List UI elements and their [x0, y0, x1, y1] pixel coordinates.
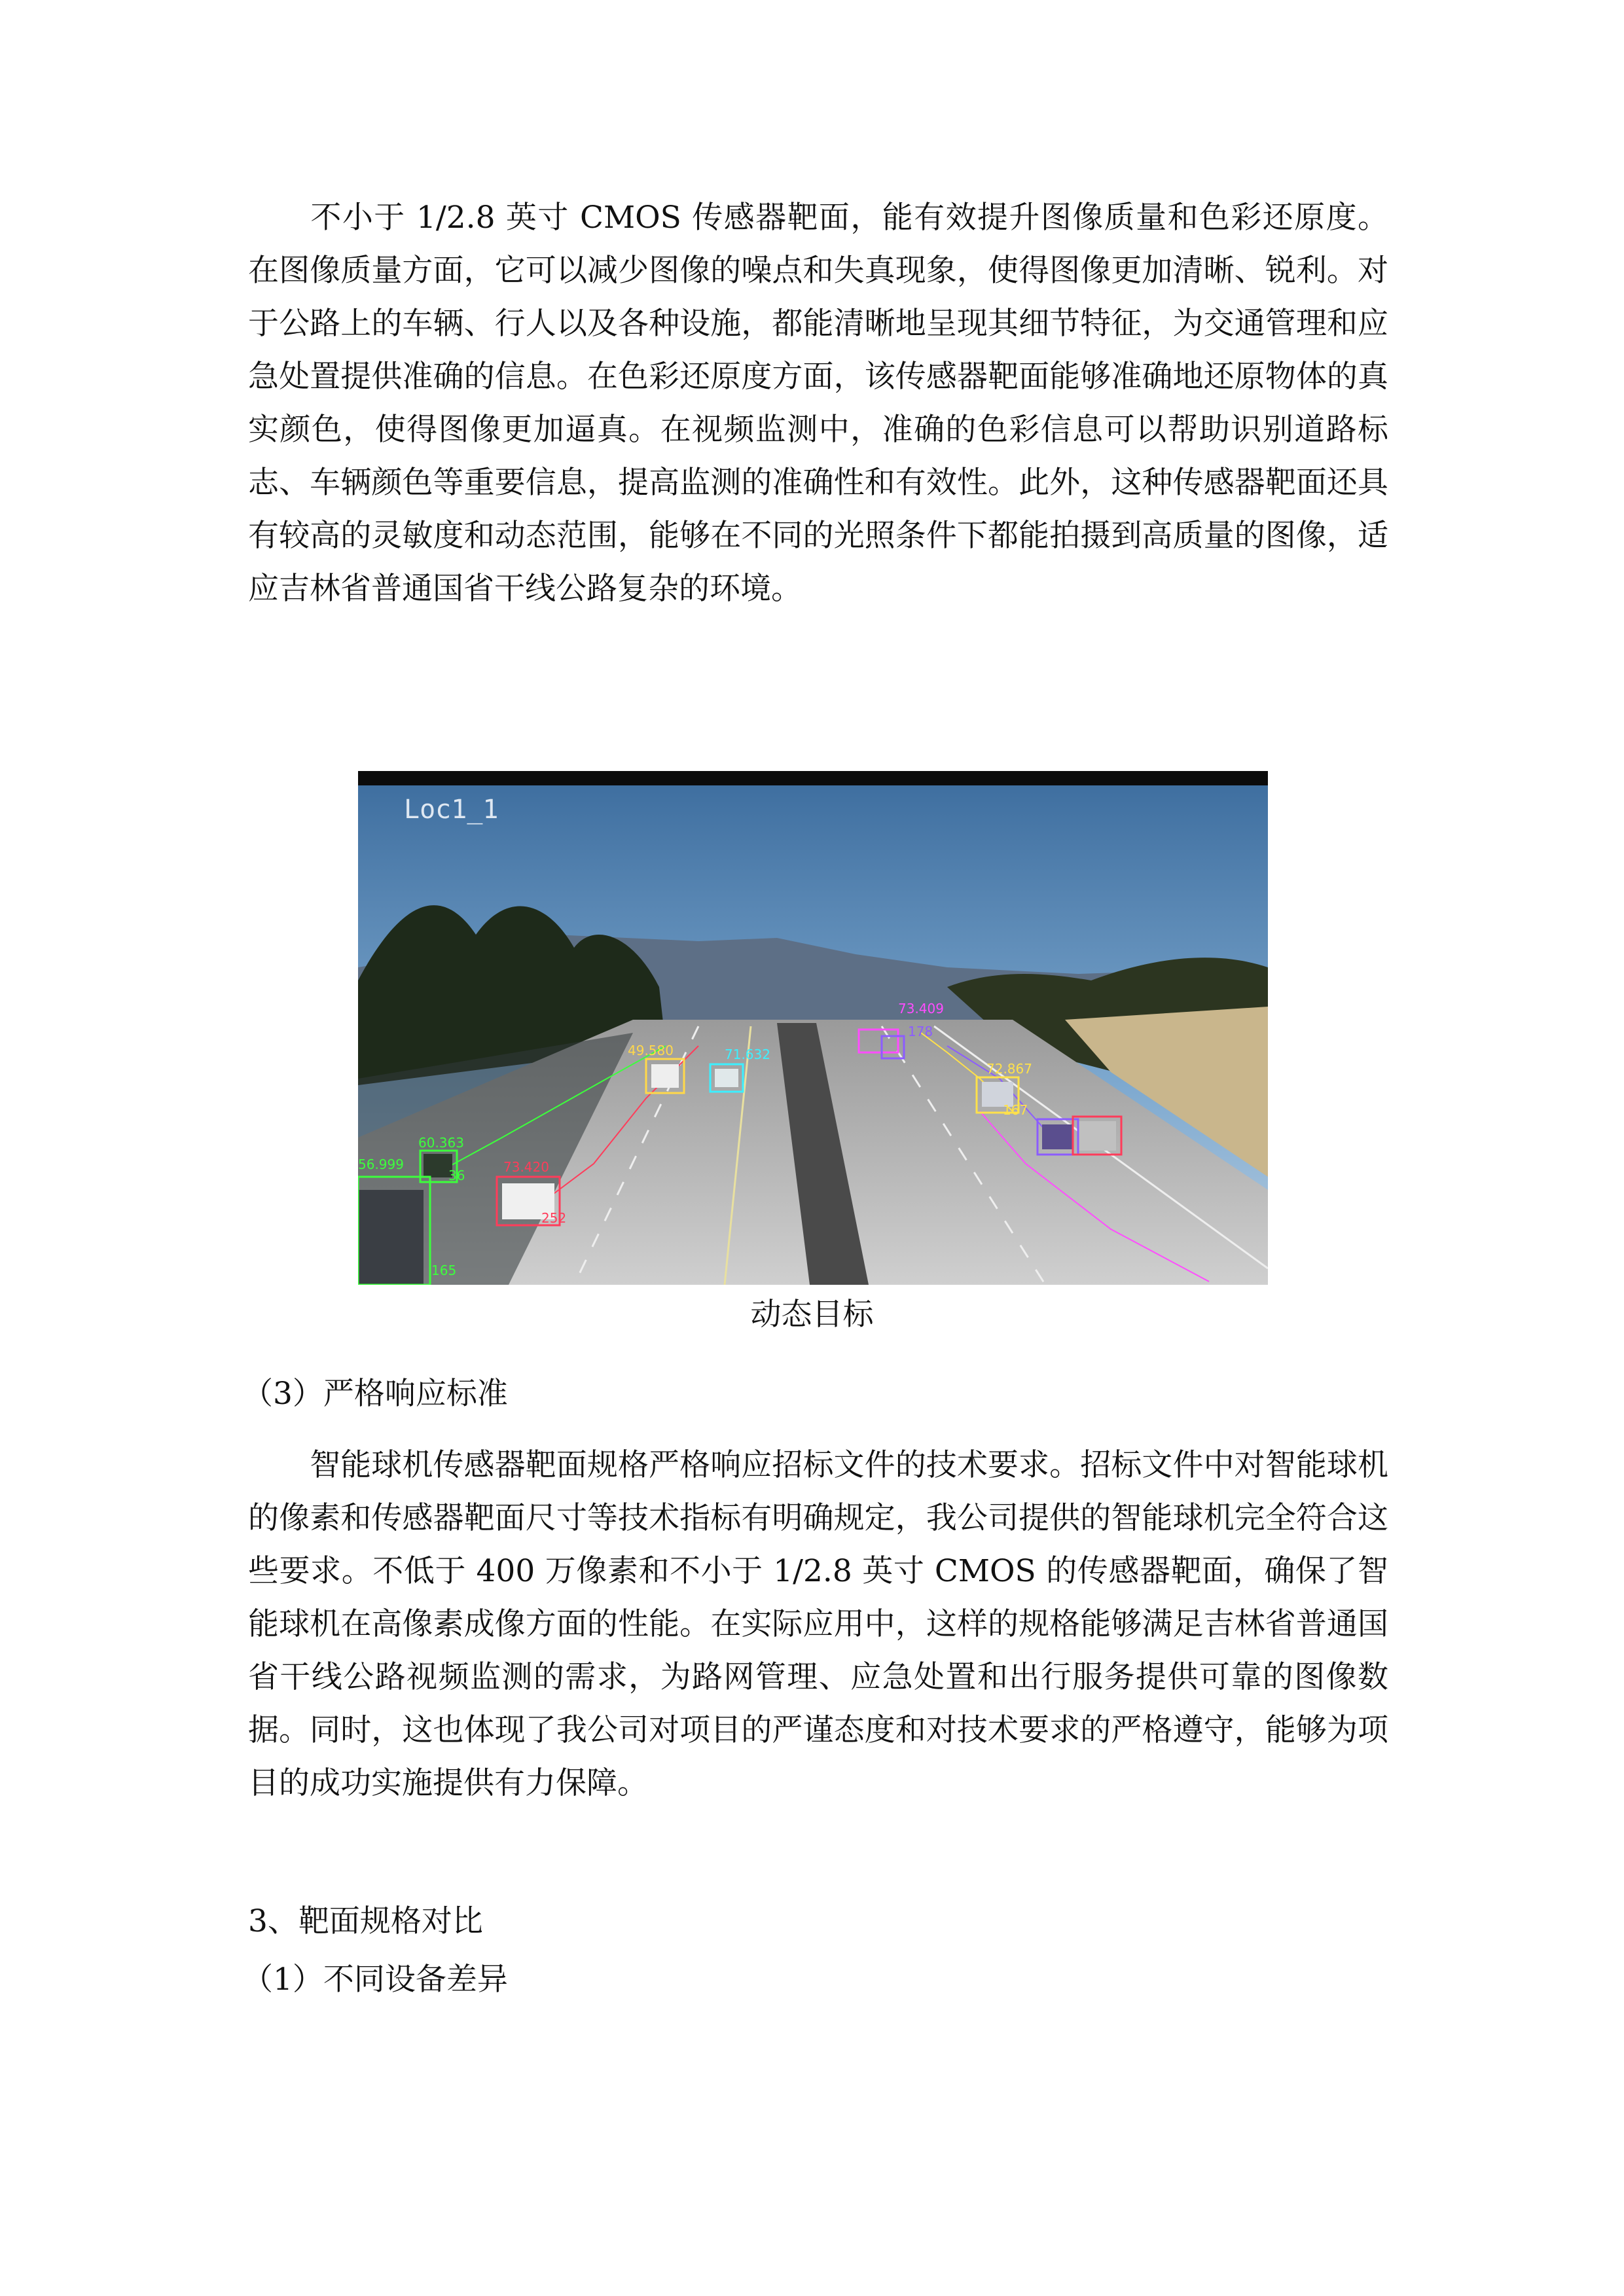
section-heading-strict-response: （3）严格响应标准 — [242, 1376, 508, 1412]
dynamic-target-figure — [358, 771, 1268, 1285]
detection-label: 56.999 — [358, 1157, 404, 1172]
detection-label: 36 — [448, 1168, 465, 1183]
detection-label: 73.409 — [898, 1001, 944, 1016]
detection-label: 49.580 — [628, 1043, 674, 1058]
car — [651, 1064, 679, 1088]
detection-label: 165 — [431, 1263, 457, 1278]
traffic-detection-image — [358, 771, 1268, 1285]
detection-label: 60.363 — [418, 1135, 464, 1151]
figure-caption: 动态目标 — [750, 1297, 874, 1333]
top-letterbox — [358, 771, 1268, 785]
standard-paragraph — [248, 1439, 1388, 1810]
detection-label: 252 — [541, 1210, 567, 1226]
detection-label: 71.632 — [725, 1047, 770, 1062]
car — [715, 1069, 738, 1087]
camera-location-label: Loc1_1 — [404, 795, 499, 825]
intro-paragraph — [248, 191, 1388, 615]
detection-label: 73.420 — [503, 1159, 549, 1175]
standard-paragraph-text: 智能球机传感器靶面规格严格响应招标文件的技术要求。招标文件中对智能球机的像素和传感器靶面尺寸等技术指标有明确规定，我公司提供的智能球机完全符合这些要求。不低于 400 万像素和不小于 1/2.8 英寸 CMOS 的传感器靶面，确保了智能球机在高像素成像方面的性能。在实际应用中，这样的规格能够满足吉林省普通国省干线公路视频监测的需求，为路网管理、应急处置和出行服务提供可靠的图像数据。同时，这也体现了我公司对项目的严谨态度和对技术要求的严格遵守，能够为项目的成功实施提供有力保障。 — [248, 1447, 1388, 1801]
detection-label: 178 — [908, 1024, 933, 1039]
section-heading-device-difference: （1）不同设备差异 — [242, 1962, 508, 1998]
car — [1078, 1121, 1116, 1151]
detection-label: 72.867 — [986, 1061, 1032, 1077]
car — [1042, 1124, 1074, 1149]
truck — [358, 1190, 424, 1285]
detection-label: 167 — [1003, 1102, 1028, 1118]
section-heading-target-comparison: 3、靶面规格对比 — [248, 1903, 483, 1939]
intro-paragraph-text: 不小于 1/2.8 英寸 CMOS 传感器靶面，能有效提升图像质量和色彩还原度。在图像质量方面，它可以减少图像的噪点和失真现象，使得图像更加清晰、锐利。对于公路上的车辆、行人以及各种设施，都能清晰地呈现其细节特征，为交通管理和应急处置提供准确的信息。在色彩还原度方面，该传感器靶面能够准确地还原物体的真实颜色，使得图像更加逼真。在视频监测中，准确的色彩信息可以帮助识别道路标志、车辆颜色等重要信息，提高监测的准确性和有效性。此外，这种传感器靶面还具有较高的灵敏度和动态范围，能够在不同的光照条件下都能拍摄到高质量的图像，适应吉林省普通国省干线公路复杂的环境。 — [248, 200, 1388, 607]
